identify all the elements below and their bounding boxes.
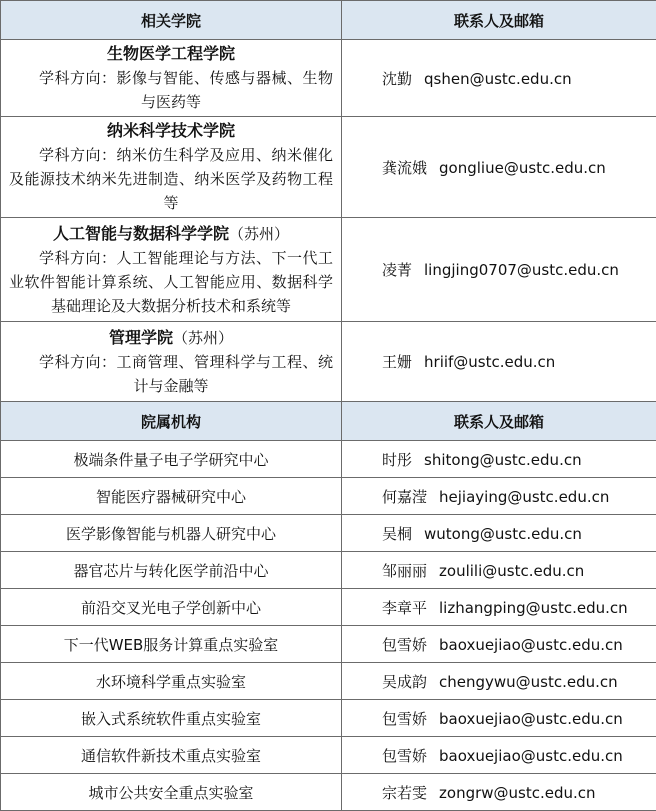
college-cell (1, 40, 342, 117)
college-name: 人工智能与数据科学学院（苏州） (9, 222, 333, 246)
institutions-header-row (1, 402, 656, 441)
college-cell (1, 322, 342, 402)
institution-contact (342, 552, 656, 589)
college-row (1, 218, 656, 322)
college-direction: 学科方向：工商管理、管理科学与工程、统计与金融等 (9, 350, 333, 398)
college-direction: 学科方向：人工智能理论与方法、下一代工业软件智能计算系统、人工智能应用、数据科学基础理论及大数据分析技术和系统等 (9, 246, 333, 318)
college-contact (342, 218, 656, 322)
college-row (1, 40, 656, 117)
institution-contact (342, 441, 656, 478)
institution-name: 器官芯片与转化医学前沿中心 (1, 552, 342, 589)
institution-name: 智能医疗器械研究中心 (1, 478, 342, 515)
contact-email[interactable]: gongliue@ustc.edu.cn (439, 159, 606, 177)
college-contact (342, 40, 656, 117)
institution-row (1, 478, 656, 515)
contact-name: 何嘉滢 (382, 488, 427, 506)
college-name: 管理学院（苏州） (9, 326, 333, 350)
contact-email[interactable]: wutong@ustc.edu.cn (424, 525, 582, 543)
institution-name: 医学影像智能与机器人研究中心 (1, 515, 342, 552)
institution-row (1, 552, 656, 589)
contact-name: 沈勤 (382, 70, 412, 88)
institution-contact (342, 478, 656, 515)
institution-name: 极端条件量子电子学研究中心 (1, 441, 342, 478)
contact-email[interactable]: baoxuejiao@ustc.edu.cn (439, 636, 623, 654)
institution-row (1, 441, 656, 478)
contact-name: 时彤 (382, 451, 412, 469)
contact-email[interactable]: zongrw@ustc.edu.cn (439, 784, 596, 802)
colleges-header-col1: 相关学院 (1, 1, 342, 40)
contact-email[interactable]: qshen@ustc.edu.cn (424, 70, 572, 88)
contact-email[interactable]: lizhangping@ustc.edu.cn (439, 599, 628, 617)
institution-contact (342, 737, 656, 774)
institution-name: 下一代WEB服务计算重点实验室 (1, 626, 342, 663)
contact-email[interactable]: shitong@ustc.edu.cn (424, 451, 582, 469)
institution-row (1, 663, 656, 700)
contact-email[interactable]: hejiaying@ustc.edu.cn (439, 488, 609, 506)
contact-name: 凌菁 (382, 261, 412, 279)
contact-email[interactable]: hriif@ustc.edu.cn (424, 353, 555, 371)
institution-name: 城市公共安全重点实验室 (1, 774, 342, 811)
college-row (1, 117, 656, 218)
institution-contact (342, 515, 656, 552)
contact-name: 包雪娇 (382, 710, 427, 728)
institution-row (1, 626, 656, 663)
contact-name: 吴成韵 (382, 673, 427, 691)
institution-name: 水环境科学重点实验室 (1, 663, 342, 700)
contact-email[interactable]: lingjing0707@ustc.edu.cn (424, 261, 619, 279)
contact-name: 包雪娇 (382, 747, 427, 765)
institution-contact (342, 700, 656, 737)
institution-contact (342, 626, 656, 663)
contact-name: 邹丽丽 (382, 562, 427, 580)
institution-contact (342, 589, 656, 626)
institutions-header-col1: 院属机构 (1, 402, 342, 441)
contact-name: 吴桐 (382, 525, 412, 543)
contact-name: 王姗 (382, 353, 412, 371)
contact-name: 包雪娇 (382, 636, 427, 654)
institution-row (1, 515, 656, 552)
institution-name: 前沿交叉光电子学创新中心 (1, 589, 342, 626)
college-contact (342, 117, 656, 218)
college-row (1, 322, 656, 402)
contact-email[interactable]: zoulili@ustc.edu.cn (439, 562, 584, 580)
institution-name: 嵌入式系统软件重点实验室 (1, 700, 342, 737)
institution-contact (342, 663, 656, 700)
college-name: 生物医学工程学院 (9, 42, 333, 66)
contact-name: 龚流娥 (382, 159, 427, 177)
college-name: 纳米科学技术学院 (9, 119, 333, 143)
institution-name: 通信软件新技术重点实验室 (1, 737, 342, 774)
contact-name: 宗若雯 (382, 784, 427, 802)
institution-row (1, 700, 656, 737)
college-cell (1, 117, 342, 218)
contact-email[interactable]: baoxuejiao@ustc.edu.cn (439, 710, 623, 728)
contact-email[interactable]: baoxuejiao@ustc.edu.cn (439, 747, 623, 765)
institution-row (1, 589, 656, 626)
college-cell (1, 218, 342, 322)
institution-row (1, 737, 656, 774)
contact-email[interactable]: chengywu@ustc.edu.cn (439, 673, 618, 691)
college-direction: 学科方向：纳米仿生科学及应用、纳米催化及能源技术纳米先进制造、纳米医学及药物工程等 (9, 143, 333, 215)
college-direction: 学科方向：影像与智能、传感与器械、生物与医药等 (9, 66, 333, 114)
colleges-header-col2: 联系人及邮箱 (342, 1, 656, 40)
contact-name: 李章平 (382, 599, 427, 617)
institutions-header-col2: 联系人及邮箱 (342, 402, 656, 441)
colleges-header-row (1, 1, 656, 40)
college-contact (342, 322, 656, 402)
